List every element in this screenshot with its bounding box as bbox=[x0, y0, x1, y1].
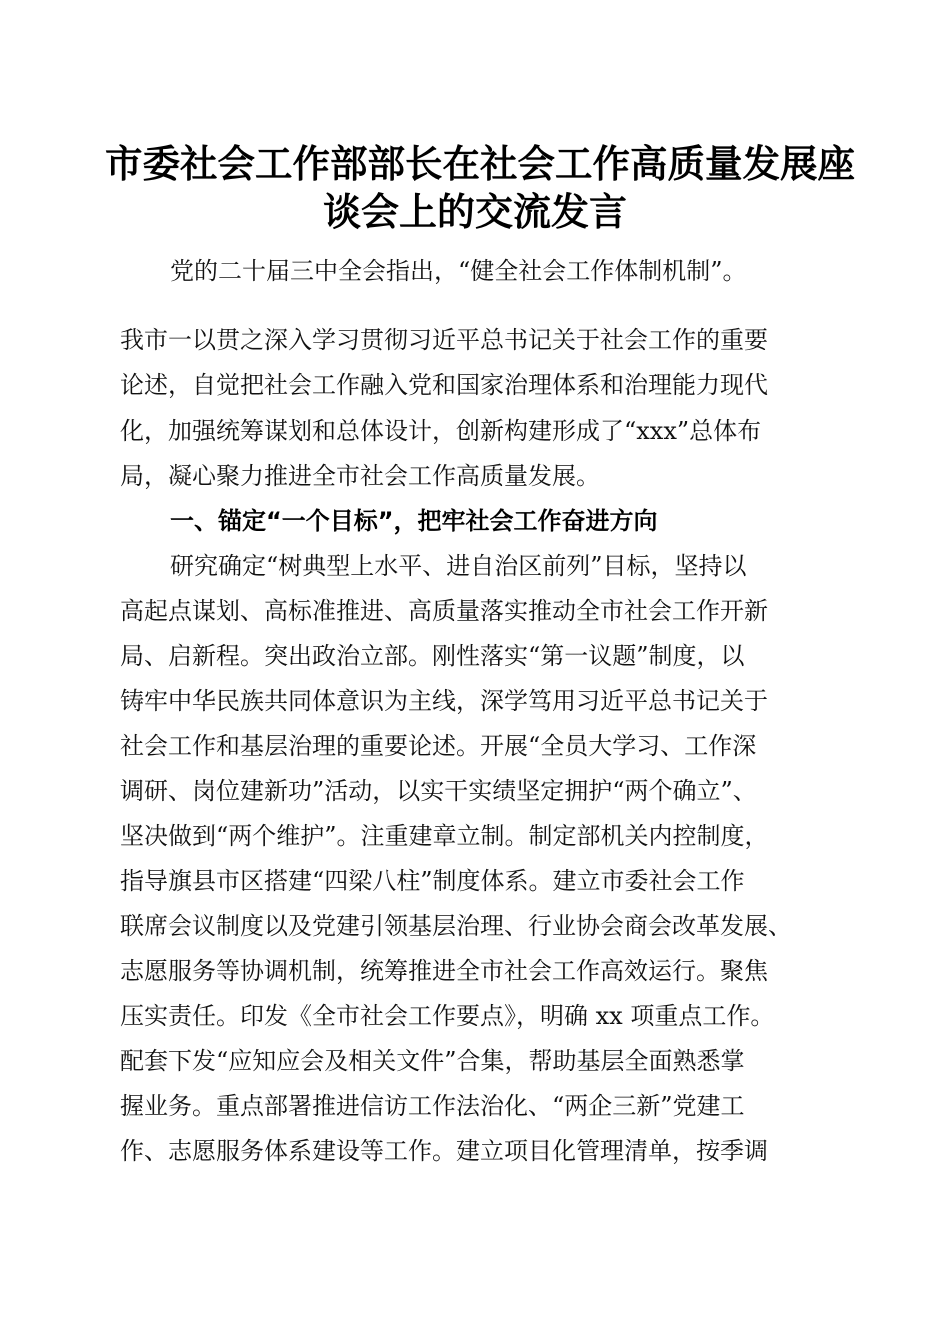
paragraph-2-line-12: 配套下发“应知应会及相关文件”合集，帮助基层全面熟悉掌 bbox=[120, 1047, 745, 1075]
paragraph-2-line-11: 压实责任。印发《全市社会工作要点》，明确 xx 项重点工作。 bbox=[120, 1002, 775, 1030]
document-title-line-1: 市委社会工作部部长在社会工作高质量发展座 bbox=[105, 141, 855, 186]
paragraph-1-line-3: 论述，自觉把社会工作融入党和国家治理体系和治理能力现代 bbox=[120, 371, 768, 399]
paragraph-2-line-2: 高起点谋划、高标准推进、高质量落实推动全市社会工作开新 bbox=[120, 597, 768, 625]
section-1-heading: 一、锚定“一个目标”，把牢社会工作奋进方向 bbox=[170, 507, 658, 535]
paragraph-2-line-4: 铸牢中华民族共同体意识为主线，深学笃用习近平总书记关于 bbox=[120, 687, 768, 715]
paragraph-1-line-4: 化，加强统筹谋划和总体设计，创新构建形成了“xxx”总体布 bbox=[120, 417, 762, 445]
paragraph-1-line-5: 局，凝心聚力推进全市社会工作高质量发展。 bbox=[120, 462, 600, 490]
paragraph-2-line-3: 局、启新程。突出政治立部。刚性落实“第一议题”制度，以 bbox=[120, 642, 745, 670]
paragraph-2-line-13: 握业务。重点部署推进信访工作法治化、“两企三新”党建工 bbox=[120, 1092, 745, 1120]
paragraph-2-line-8: 指导旗县市区搭建“四梁八柱”制度体系。建立市委社会工作 bbox=[120, 867, 745, 895]
paragraph-2-line-6: 调研、岗位建新功”活动，以实干实绩坚定拥护“两个确立”、 bbox=[120, 777, 757, 805]
paragraph-2-line-10: 志愿服务等协调机制，统筹推进全市社会工作高效运行。聚焦 bbox=[120, 957, 768, 985]
document-title-line-2: 谈会上的交流发言 bbox=[322, 189, 627, 234]
paragraph-1-line-1: 党的二十届三中全会指出，“健全社会工作体制机制”。 bbox=[170, 257, 747, 285]
paragraph-2-line-9: 联席会议制度以及党建引领基层治理、行业协会商会改革发展、 bbox=[120, 912, 792, 940]
paragraph-2-line-14: 作、志愿服务体系建设等工作。建立项目化管理清单，按季调 bbox=[120, 1137, 768, 1165]
paragraph-2-line-7: 坚决做到“两个维护”。注重建章立制。制定部机关内控制度， bbox=[120, 822, 769, 850]
paragraph-1-line-2: 我市一以贯之深入学习贯彻习近平总书记关于社会工作的重要 bbox=[120, 326, 768, 354]
paragraph-2-line-1: 研究确定“树典型上水平、进自治区前列”目标，坚持以 bbox=[170, 552, 747, 580]
paragraph-2-line-5: 社会工作和基层治理的重要论述。开展“全员大学习、工作深 bbox=[120, 732, 757, 760]
